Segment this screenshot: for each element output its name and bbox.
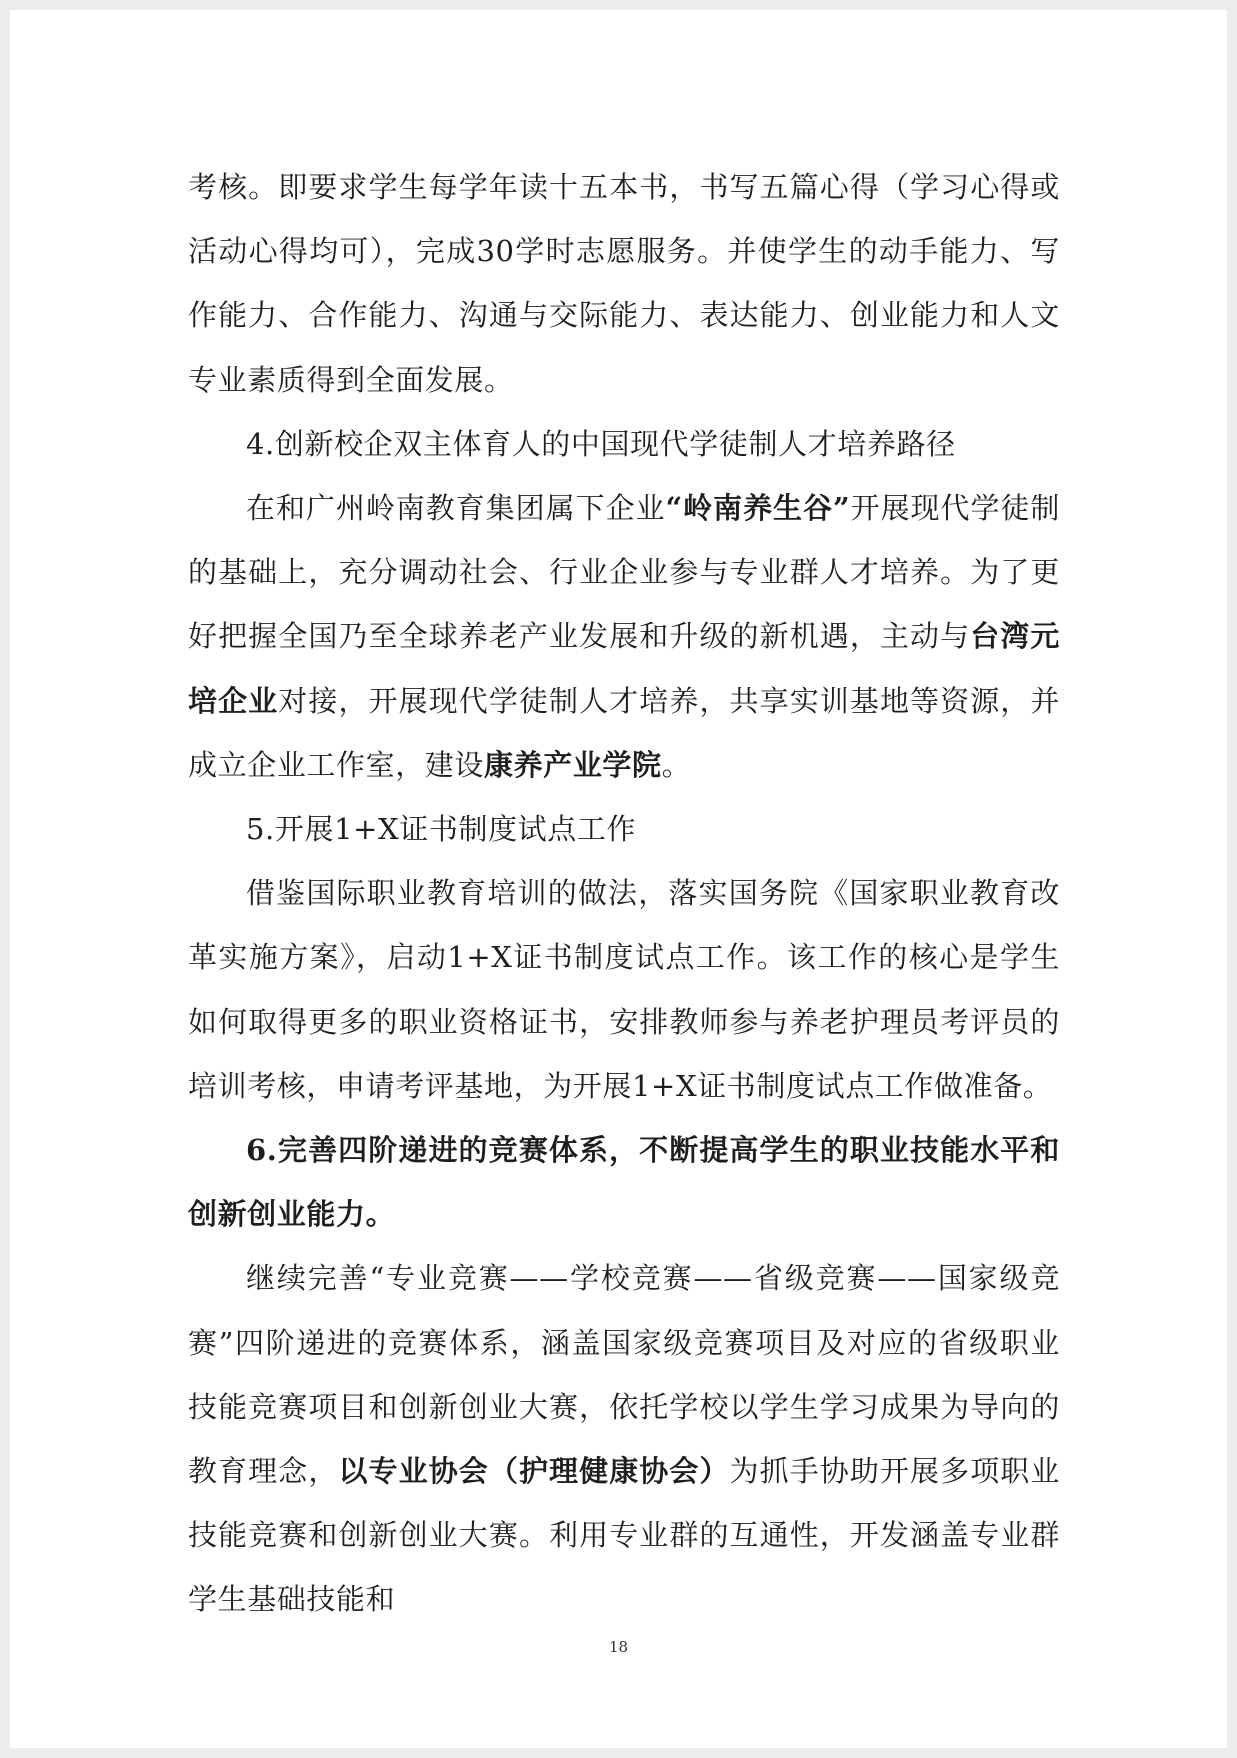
bold-term-health-college: 康养产业学院: [484, 747, 662, 782]
paragraph-certificate-pilot: 借鉴国际职业教育培训的做法，落实国务院《国家职业教育改革实施方案》，启动1+X证书制度试点工作。该工作的核心是学生如何取得更多的职业资格证书，安排教师参与养老护理员考评员的培训考核，申请考评基地，为开展1+X证书制度试点工作做准备。: [188, 876, 1060, 1103]
bold-term-lingnan-valley: “岭南养生谷”: [665, 491, 851, 526]
text-segment: 开展现代学徒制的基础上，充分调动社会、行业企业参与专业群人才培养。为了更好把握全国乃至全球养老产业发展和升级的新机遇，主动与: [188, 491, 1060, 654]
page-number: 18: [608, 1638, 629, 1656]
paragraph-apprenticeship: [188, 476, 1060, 797]
text-segment: 在和广州岭南教育集团属下企业: [246, 491, 666, 526]
paragraph-competition-system: [188, 1246, 1060, 1631]
bold-term-association: 以专业协会（护理健康协会）: [338, 1454, 730, 1489]
text-segment: 。: [661, 747, 692, 782]
text-segment: 为抓手协助开展多项职业技能竞赛和创新创业大赛。利用专业群的互通性，开发涵盖专业群学生基础技能和: [188, 1454, 1060, 1617]
document-body: [188, 155, 1060, 1632]
paragraph-assessment-continued: 考核。即要求学生每学年读十五本书，书写五篇心得（学习心得或活动心得均可），完成30学时志愿服务。并使学生的动手能力、写作能力、合作能力、沟通与交际能力、表达能力、创业能力和人文专业素质得到全面发展。: [188, 170, 1060, 397]
bold-term-taiwan-enterprise: 台湾元培企业: [188, 619, 1060, 718]
heading-item-4: 4.创新校企双主体育人的中国现代学徒制人才培养路径: [246, 426, 956, 461]
heading-item-5: 5.开展1+X证书制度试点工作: [246, 812, 637, 847]
text-segment: 继续完善“专业竞赛——学校竞赛——省级竞赛——国家级竞赛”四阶递进的竞赛体系，涵盖国家级竞赛项目及对应的省级职业技能竞赛项目和创新创业大赛，依托学校以学生学习成果为导向的教育理念，: [188, 1261, 1060, 1489]
text-segment: 对接，开展现代学徒制人才培养，共享实训基地等资源，并成立企业工作室，建设: [188, 683, 1060, 782]
heading-item-6: 6.完善四阶递进的竞赛体系，不断提高学生的职业技能水平和创新创业能力。: [188, 1133, 1060, 1232]
